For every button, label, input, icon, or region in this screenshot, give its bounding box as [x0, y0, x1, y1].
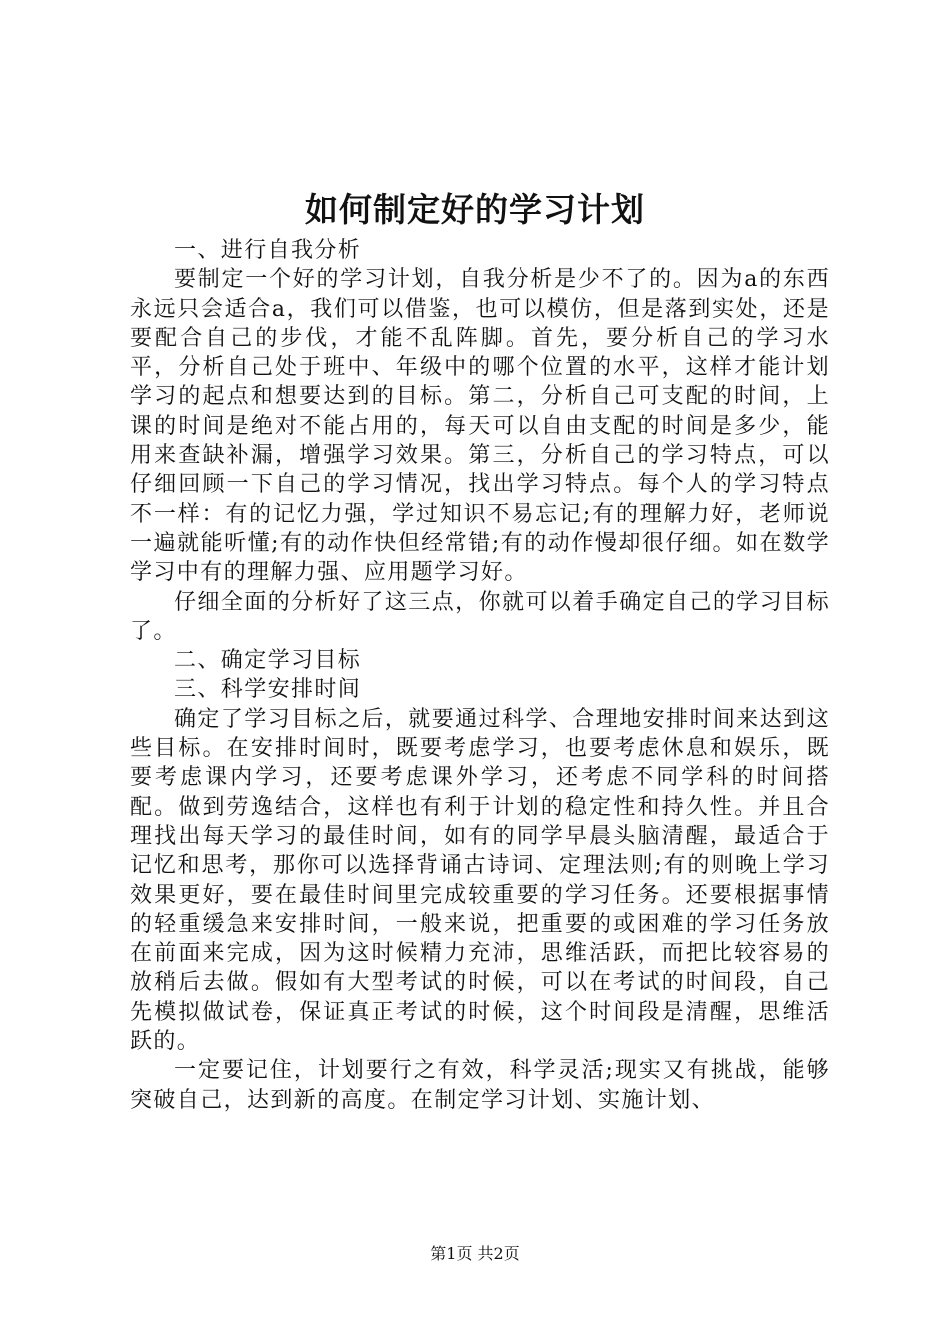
paragraph-schedule-time: 确定了学习目标之后，就要通过科学、合理地安排时间来达到这些目标。在安排时间时，既要考虑学习，也要考虑休息和娱乐，既要考虑课内学习，还要考虑课外学习，还考虑不同学科的时间搭配。做到劳逸结合，这样也有利于计划的稳定性和持久性。并且合理找出每天学习的最佳时间，如有的同学早晨头脑清醒，最适合于记忆和思考，那你可以选择背诵古诗词、定理法则;有的则晚上学习效果更好，要在最佳时间里完成较重要的学习任务。还要根据事情的轻重缓急来安排时间，一般来说，把重要的或困难的学习任务放在前面来完成，因为这时候精力充沛，思维活跃，而把比较容易的放稍后去做。假如有大型考试的时候，可以在考试的时间段，自己先模拟做试卷，保证真正考试的时候，这个时间段是清醒，思维活跃的。: [130, 706, 830, 1055]
section-heading-set-goals: 二、确定学习目标: [174, 648, 362, 674]
document-title: 如何制定好的学习计划: [305, 190, 645, 229]
paragraph-self-analysis: 要制定一个好的学习计划，自我分析是少不了的。因为a的东西永远只会适合a，我们可以借鉴，也可以模仿，但是落到实处，还是要配合自己的步伐，才能不乱阵脚。首先，要分析自己的学习水平，分析自己处于班中、年级中的哪个位置的水平，这样才能计划学习的起点和想要达到的目标。第二，分析自己可支配的时间，上课的时间是绝对不能占用的，每天可以自由支配的时间是多少，能用来查缺补漏，增强学习效果。第三，分析自己的学习特点，可以仔细回顾一下自己的学习情况，找出学习特点。每个人的学习特点不一样：有的记忆力强，学过知识不易忘记;有的理解力好，老师说一遍就能听懂;有的动作快但经常错;有的动作慢却很仔细。如在数学学习中有的理解力强、应用题学习好。: [130, 267, 830, 586]
paragraph-remember: 一定要记住，计划要行之有效，科学灵活;现实又有挑战，能够突破自己，达到新的高度。在制定学习计划、实施计划、: [130, 1058, 830, 1113]
page-number: 第1页 共2页: [430, 1244, 520, 1263]
document-body: [130, 236, 830, 1115]
section-heading-self-analysis: 一、进行自我分析: [174, 238, 362, 263]
paragraph-analysis-summary: 仔细全面的分析好了这三点，你就可以着手确定自己的学习目标了。: [130, 589, 830, 644]
section-heading-schedule-time: 三、科学安排时间: [174, 677, 362, 703]
